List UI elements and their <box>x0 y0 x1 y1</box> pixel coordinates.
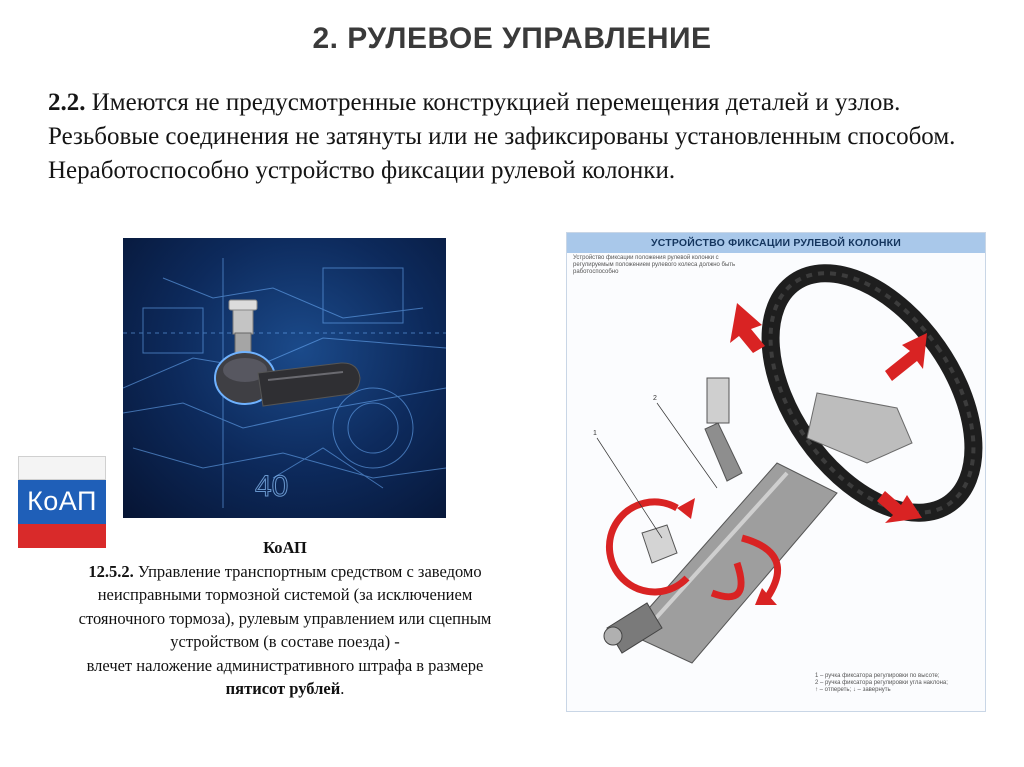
callout-one: 1 <box>593 430 597 437</box>
koap-article-number: 12.5.2. <box>88 561 134 581</box>
koap-heading: КоАП <box>263 538 307 557</box>
rule-text: Имеются не предусмотренные конструкцией перемещения деталей и узлов. Резьбовые соединения не затянуты или не зафиксированы установленным способом. Неработоспособно устройство фиксации рулевой колонки. <box>48 89 956 184</box>
rule-number: 2.2. <box>48 89 86 116</box>
tie-rod-end-photo <box>123 238 446 518</box>
koap-logo <box>18 456 106 548</box>
koap-fine-amount: пятисот рублей <box>225 679 341 698</box>
steering-column-illustration <box>567 233 986 712</box>
koap-article <box>60 560 510 654</box>
diagram-title: УСТРОЙСТВО ФИКСАЦИИ РУЛЕВОЙ КОЛОНКИ <box>567 233 985 253</box>
callout-two: 2 <box>653 395 657 402</box>
koap-penalty-text: влечет наложение административного штрафа в размере <box>86 655 484 675</box>
photo-number: 40 <box>255 470 289 503</box>
rule-paragraph <box>48 86 988 188</box>
slide-title: 2. РУЛЕВОЕ УПРАВЛЕНИЕ <box>312 22 712 55</box>
diagram-note: Устройство фиксации положения рулевой колонки с регулируемым положением рулевого колеса должно быть работоспособно <box>573 255 736 275</box>
legend-item: 1 – ручка фиксатора регулировки по высоте; <box>815 673 940 679</box>
tie-rod-illustration <box>123 238 446 518</box>
legend-item: 2 – ручка фиксатора регулировки угла наклона; <box>815 680 948 686</box>
koap-penalty <box>60 654 510 701</box>
koap-citation <box>60 536 510 701</box>
legend-item: ↑ – отпереть; ↓ – завернуть <box>815 687 891 693</box>
koap-logo-text: КоАП <box>27 486 97 516</box>
koap-article-text: Управление транспортным средством с заведомо неисправными тормозной системой (за исключением стояночного тормоза), рулевым управлением или сцепным устройством (в составе поезда) - <box>78 561 492 651</box>
koap-penalty-end: . <box>340 679 345 698</box>
steering-column-diagram <box>566 232 986 712</box>
diagram-legend <box>815 673 985 694</box>
